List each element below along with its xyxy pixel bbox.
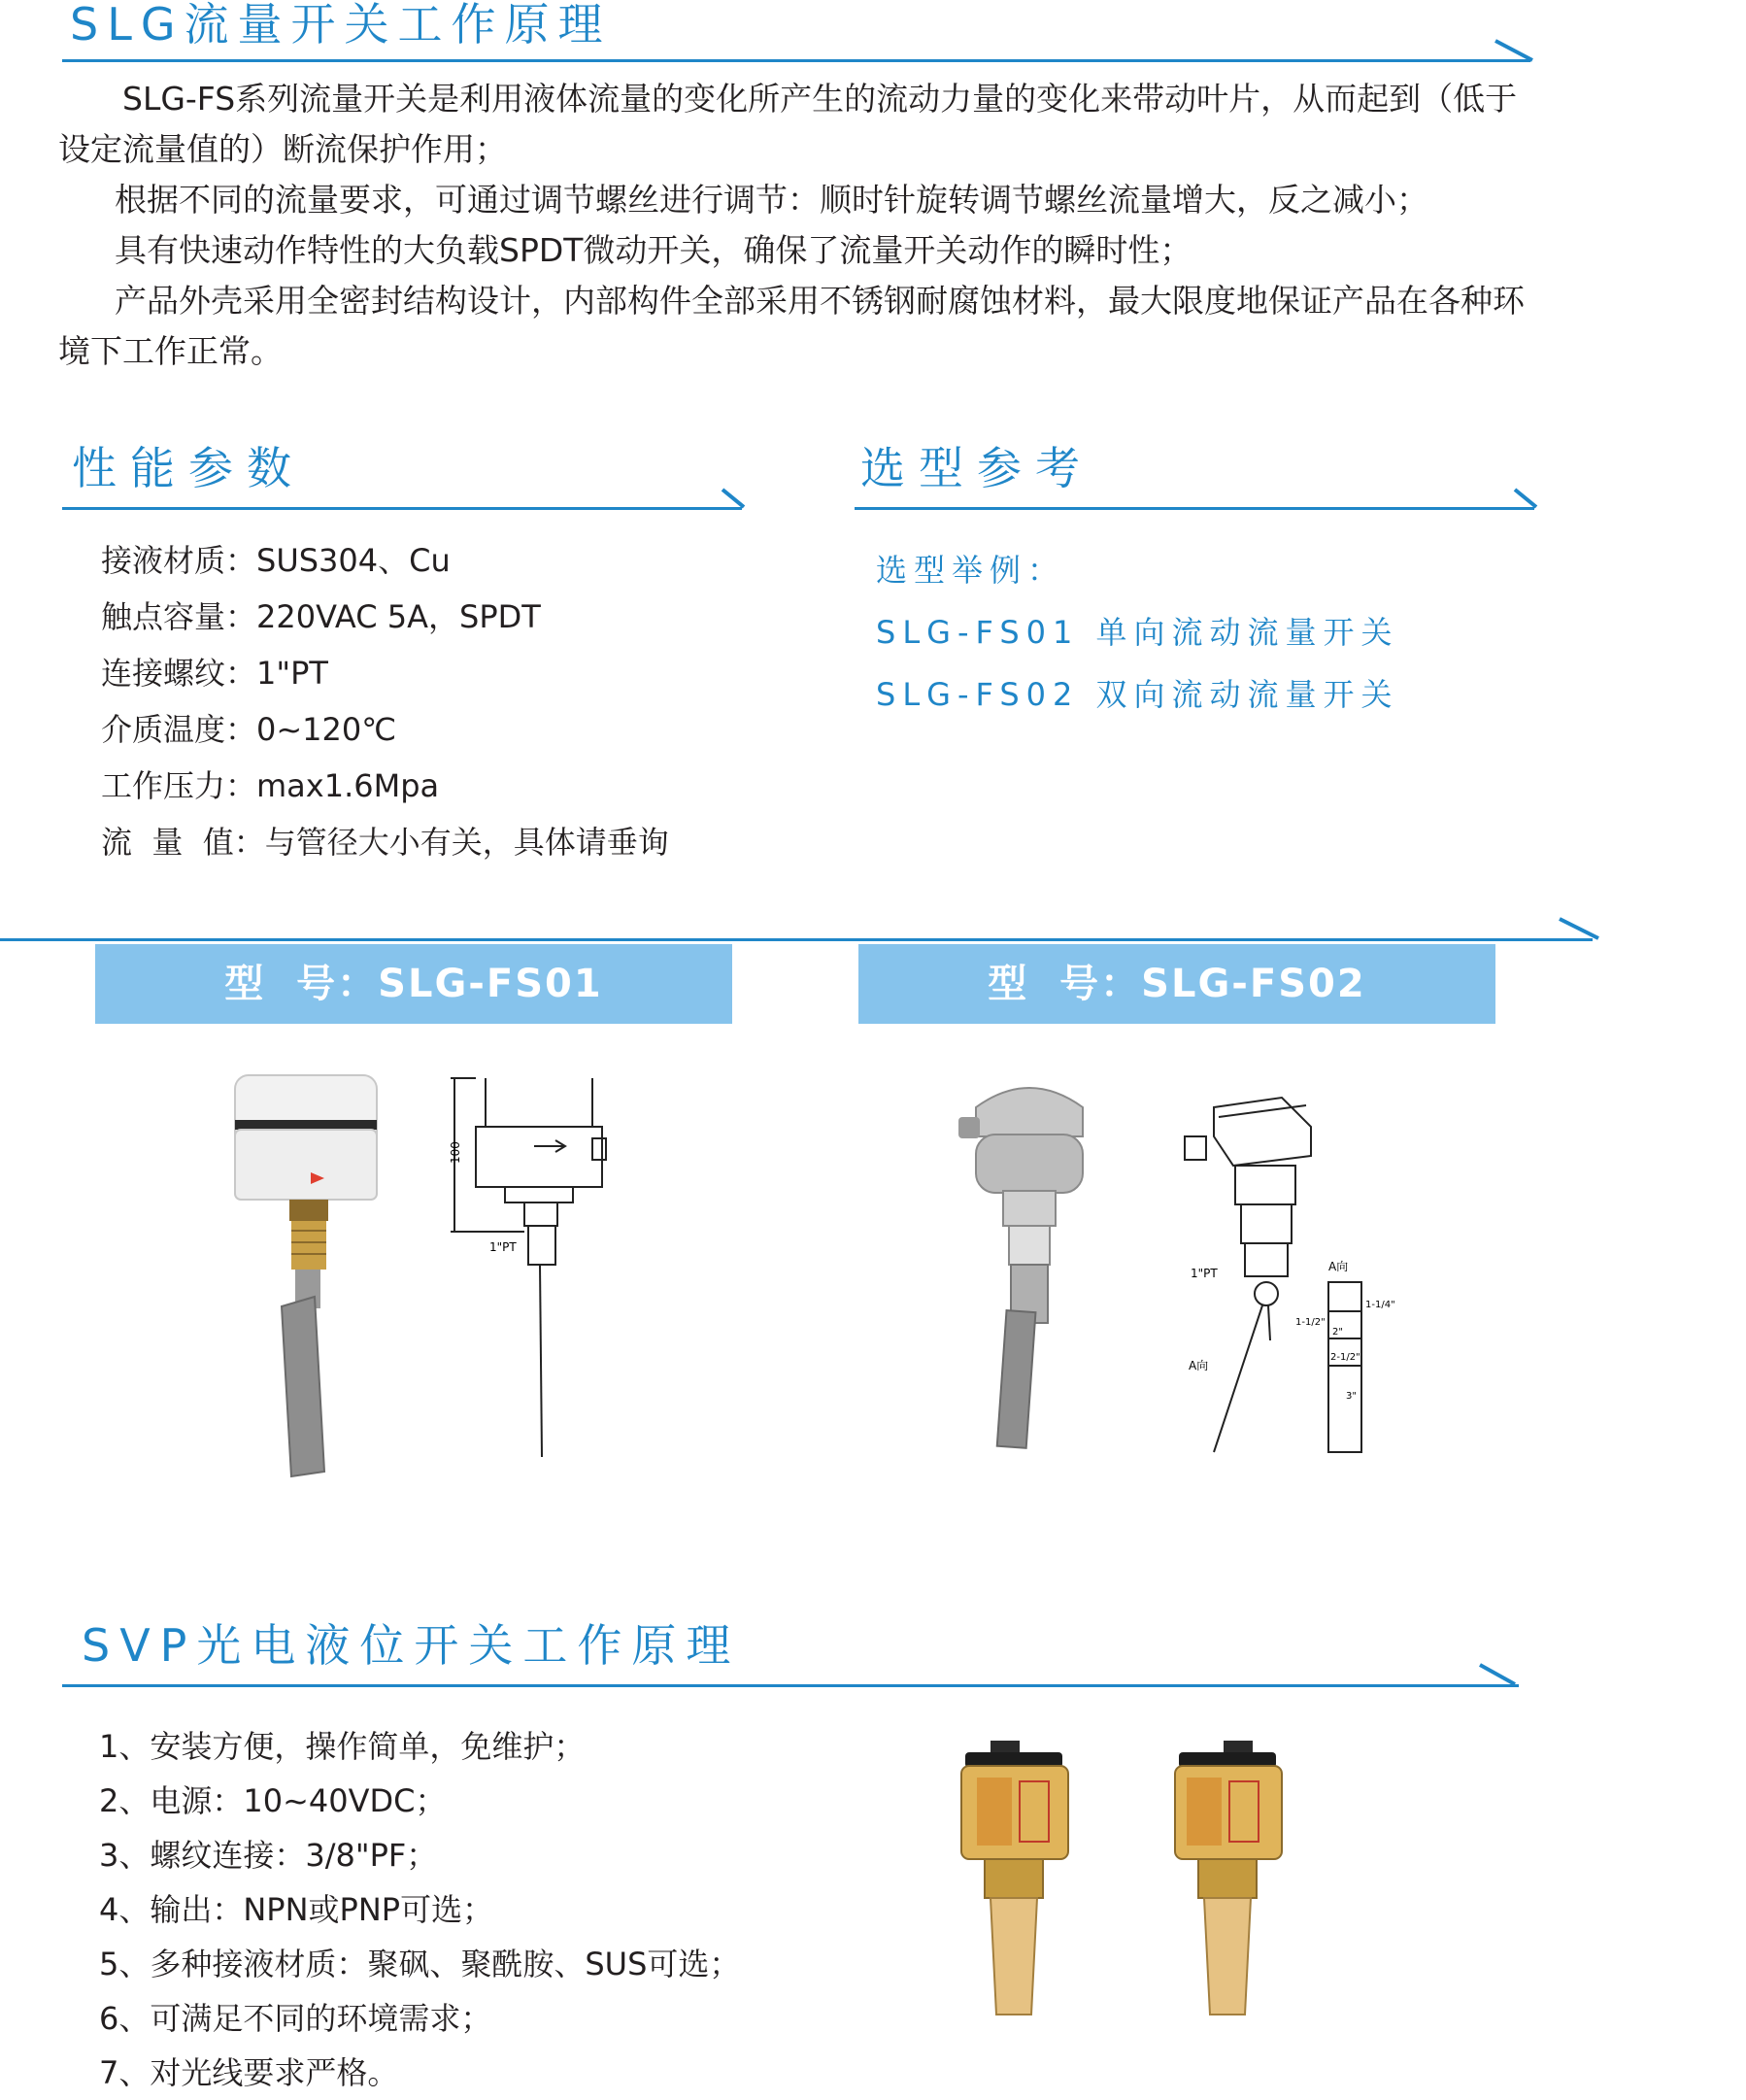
selection-underline xyxy=(855,507,1534,510)
spec-item: 触点容量：220VAC 5A，SPDT xyxy=(101,598,541,635)
selection-hook xyxy=(1515,488,1544,511)
fs01-dim-label: 100 xyxy=(449,1141,462,1164)
performance-underline xyxy=(62,507,742,510)
svp-feature-item: 4、输出：NPN或PNP可选； xyxy=(99,1891,494,1928)
performance-hook xyxy=(722,488,752,511)
svp-feature-item: 5、多种接液材质：聚砜、聚酰胺、SUS可选； xyxy=(99,1946,741,1982)
section1-text xyxy=(58,74,1534,377)
section1-underline xyxy=(62,59,1530,62)
section2-underline xyxy=(62,1684,1519,1687)
fs02-size-label: 1-1/4" xyxy=(1365,1300,1395,1310)
svp-feature-item: 2、电源：10~40VDC； xyxy=(99,1782,447,1819)
section1-paragraph: SLG-FS系列流量开关是利用液体流量的变化所产生的流动力量的变化来带动叶片，从而起到（低于设定流量值的）断流保护作用； xyxy=(58,80,1518,168)
selection-title: 选型参考 xyxy=(860,442,1093,494)
selection-item: SLG-FS01 单向流动流量开关 xyxy=(876,614,1399,651)
section1-title: SLG流量开关工作原理 xyxy=(70,0,612,51)
model-bar-fs01: 型 号：SLG-FS01 xyxy=(95,944,732,1024)
svp-product-photo-1 xyxy=(952,1739,1078,2025)
section1-paragraph: 具有快速动作特性的大负载SPDT微动开关，确保了流量开关动作的瞬时性； xyxy=(115,231,1192,269)
performance-title: 性能参数 xyxy=(72,442,305,494)
fs02-size-label: 1-1/2" xyxy=(1295,1317,1326,1328)
selection-item: SLG-FS02 双向流动流量开关 xyxy=(876,676,1399,713)
fs02-thread-label: 1"PT xyxy=(1191,1267,1218,1280)
fs02-product-photo xyxy=(957,1068,1102,1486)
fs02-size-label: 3" xyxy=(1346,1391,1357,1402)
svp-product-photo-2 xyxy=(1165,1739,1292,2025)
fs01-thread-label: 1"PT xyxy=(489,1240,517,1254)
selection-item: 选型举例： xyxy=(876,552,1066,589)
spec-item: 接液材质：SUS304、Cu xyxy=(101,542,451,579)
selection-list xyxy=(876,539,1399,726)
section2-hook xyxy=(1480,1663,1528,1692)
svp-feature-item: 3、螺纹连接：3/8"PF； xyxy=(99,1837,438,1874)
model-divider-hook xyxy=(1560,917,1608,946)
fs02-view-a-top-label: A向 xyxy=(1328,1260,1349,1273)
section1-paragraph: 产品外壳采用全密封结构设计，内部构件全部采用不锈钢耐腐蚀材料，最大限度地保证产品在各种环境下工作正常。 xyxy=(58,282,1525,370)
performance-list xyxy=(101,532,669,870)
spec-item: 连接螺纹：1"PT xyxy=(101,655,328,692)
fs02-size-label: 2-1/2" xyxy=(1330,1352,1360,1363)
model-bar-fs02: 型 号：SLG-FS02 xyxy=(858,944,1495,1024)
svp-feature-item: 6、可满足不同的环境需求； xyxy=(99,2000,492,2037)
fs01-technical-drawing xyxy=(447,1068,621,1476)
fs02-view-a-label: A向 xyxy=(1189,1359,1209,1372)
spec-item: 流 量 值：与管径大小有关，具体请垂询 xyxy=(101,824,669,861)
fs02-technical-drawing xyxy=(1175,1078,1408,1467)
section2-title: SVP光电液位开关工作原理 xyxy=(82,1619,741,1672)
model-divider xyxy=(0,938,1593,941)
fs02-size-label: 2" xyxy=(1332,1327,1343,1338)
svp-feature-item: 1、安装方便，操作简单，免维护； xyxy=(99,1728,586,1765)
svp-feature-list xyxy=(99,1719,740,2100)
section1-hook xyxy=(1495,39,1544,68)
spec-item: 工作压力：max1.6Mpa xyxy=(101,767,440,804)
section1-paragraph: 根据不同的流量要求，可通过调节螺丝进行调节：顺时针旋转调节螺丝流量增大，反之减小； xyxy=(115,181,1428,219)
fs01-product-photo xyxy=(223,1064,398,1481)
spec-item: 介质温度：0~120℃ xyxy=(101,711,397,748)
svp-feature-item: 7、对光线要求严格。 xyxy=(99,2054,399,2091)
